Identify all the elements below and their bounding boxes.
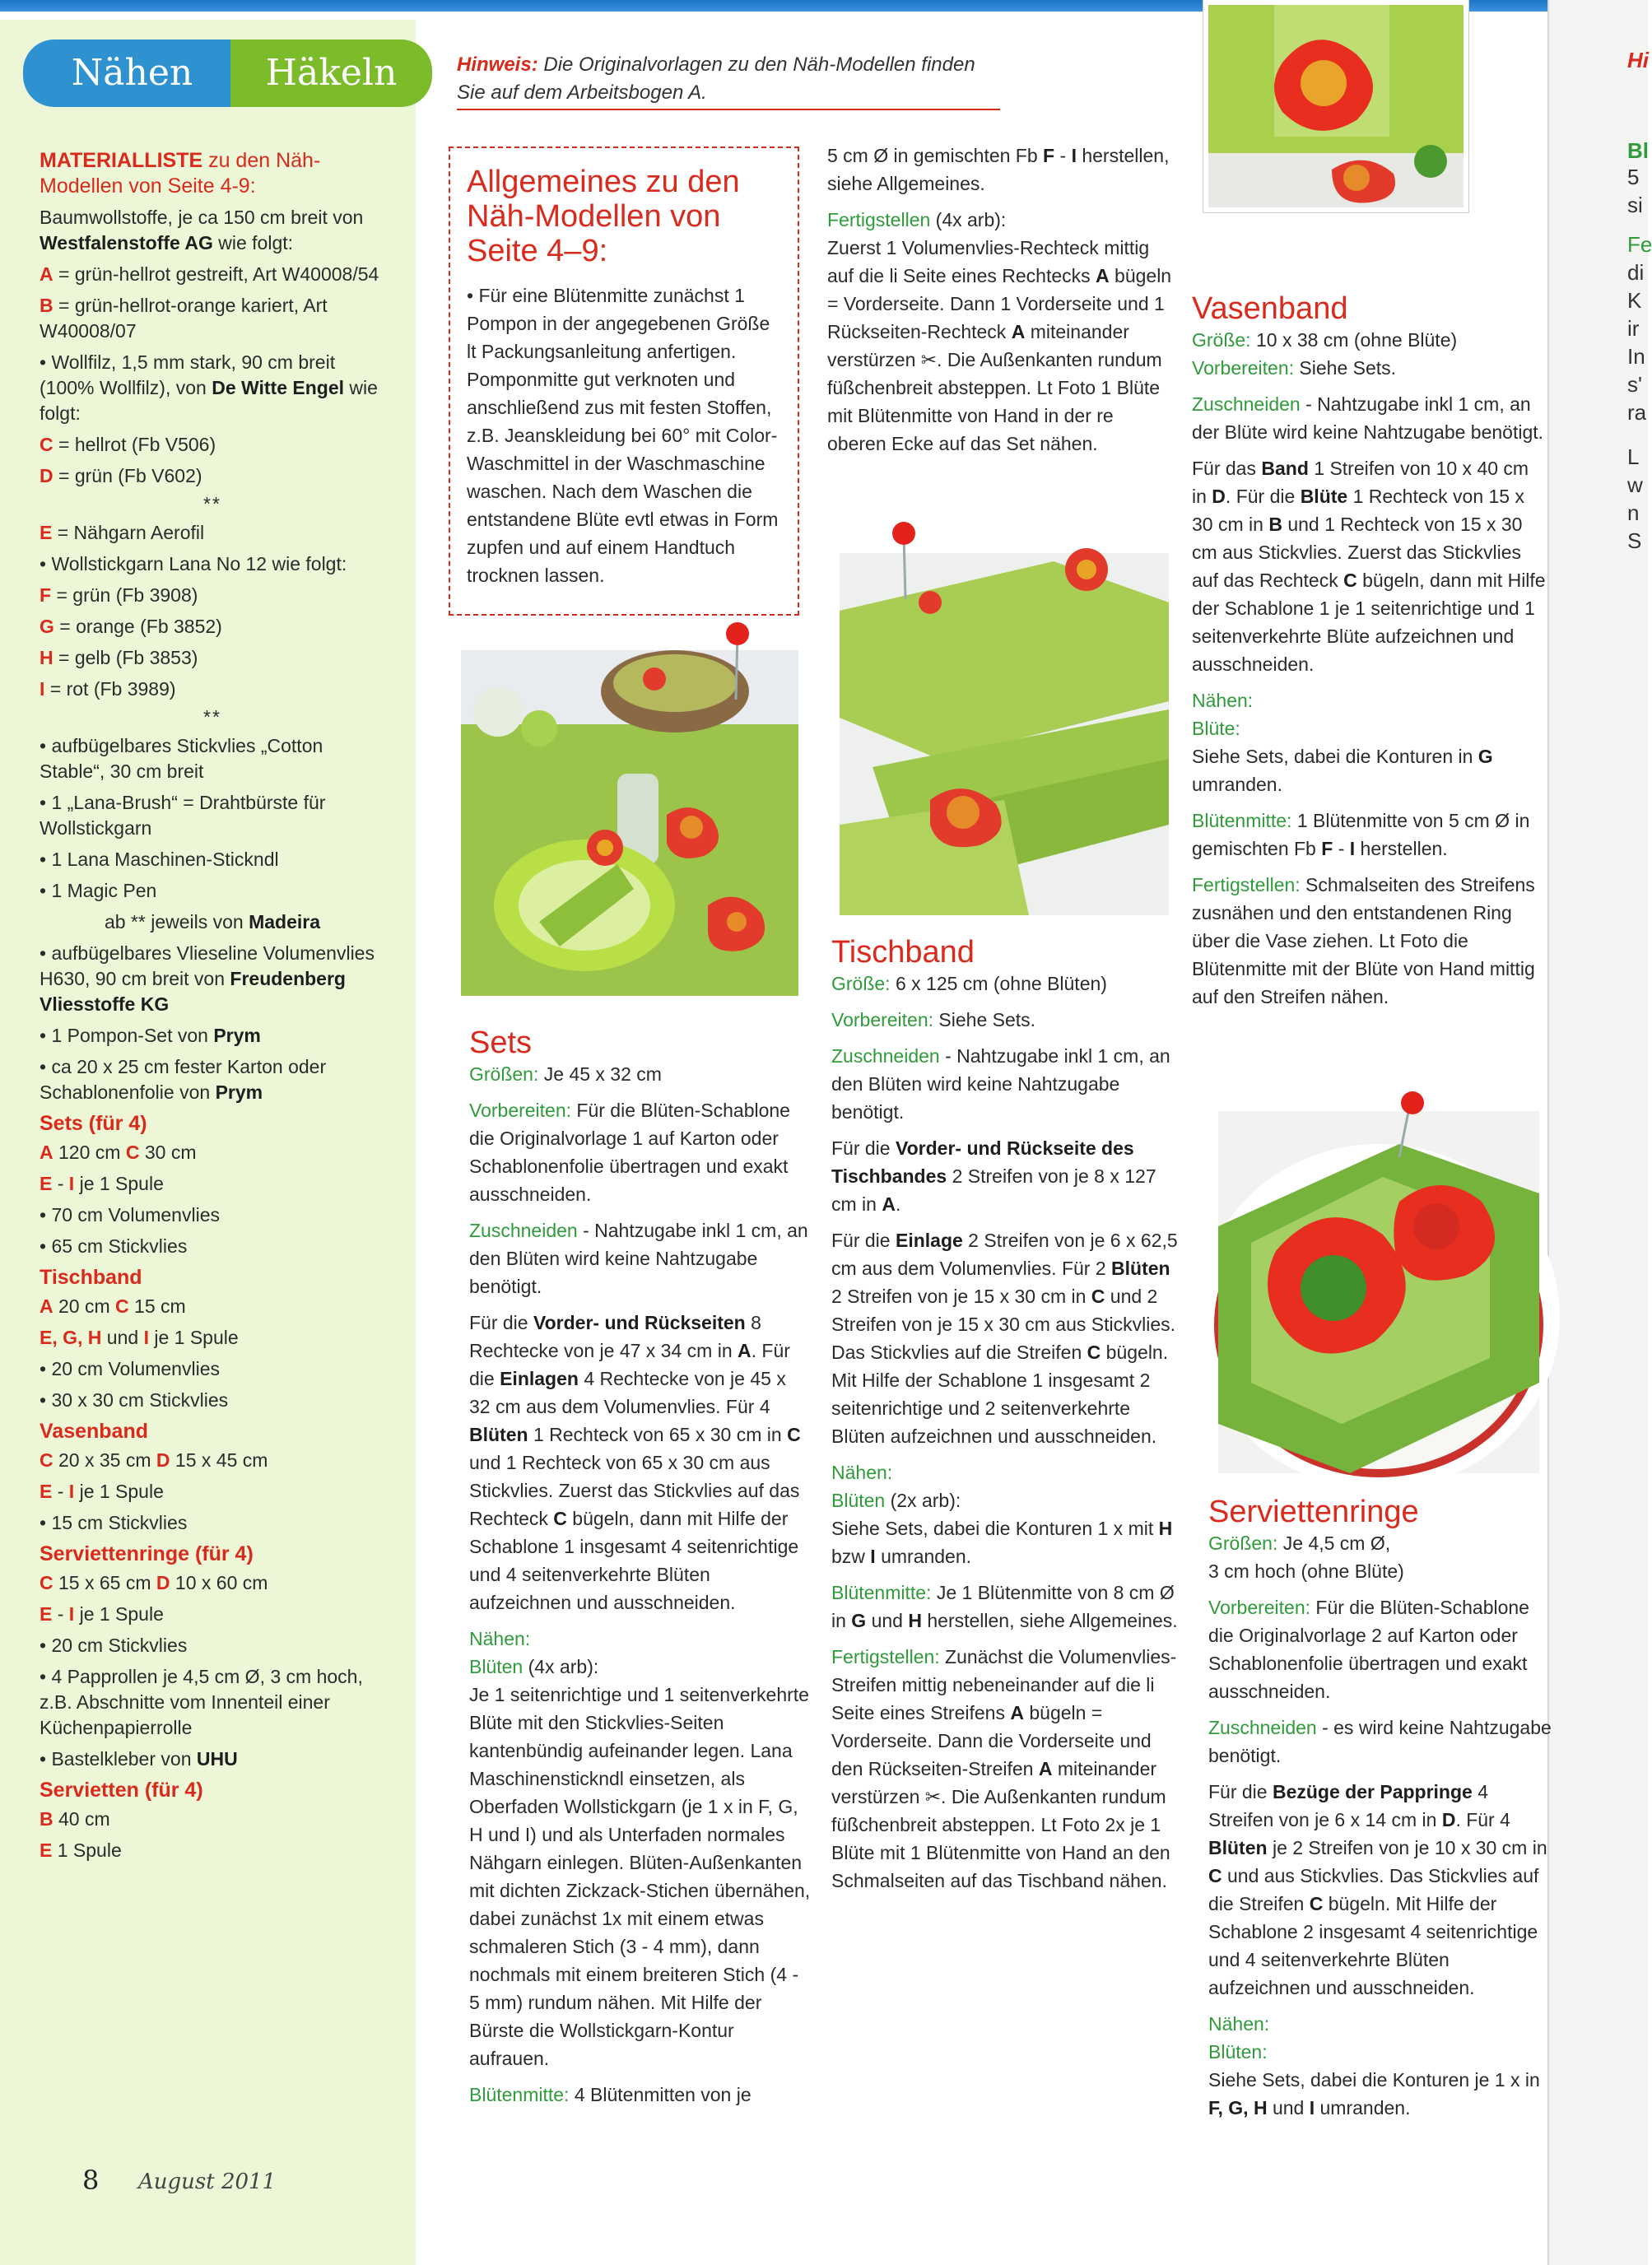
section-title: Sets bbox=[469, 1026, 533, 1060]
material-item: E - I je 1 Spule bbox=[40, 1173, 164, 1194]
material-group-heading: Servietten (für 4) bbox=[40, 1779, 203, 1802]
adjacent-page-fragment: ir bbox=[1627, 316, 1640, 341]
sets-flowers-text: Je 1 seitenrichtige und 1 seitenverkehrte Blüte mit den Stickvlies-Seiten kantenbündig aufeinander legen. Lana Maschinenstickndl einsetzen, als Oberfaden Wollstickgarn (je 1 x in F, G, H und I) und als Unterfaden normales Nähgarn einlegen. Blüten-Außenkanten mit dichten Zickzack-Stichen übernähen, dabei zunächst 1x mit einem etwas schmaleren Stich (3 - 4 mm), dann nochmals mit einem breiteren Stich (4 - 5 mm) rundum nähen. Mit Hilfe der Bürste die Wollstickgarn-Kontur aufrauen. bbox=[469, 1684, 811, 2069]
material-item: F = grün (Fb 3908) bbox=[40, 584, 198, 606]
material-item: • 1 Magic Pen bbox=[40, 880, 157, 901]
material-item: A = grün-hellrot gestreift, Art W40008/54 bbox=[40, 263, 379, 285]
material-item: B 40 cm bbox=[40, 1808, 110, 1830]
tischband-sewing-label: Nähen: bbox=[831, 1462, 893, 1483]
tischband-cutting-detail: Für die Vorder- und Rückseite des Tischbandes 2 Streifen von je 8 x 127 cm in A. bbox=[831, 1137, 1156, 1215]
section-sets bbox=[469, 1026, 811, 2117]
pin-icon bbox=[1391, 1085, 1440, 1159]
serviettenringe-sewing-label: Nähen: bbox=[1208, 2013, 1270, 2035]
issue-date: August 2011 bbox=[138, 2170, 277, 2194]
material-item: C 20 x 35 cm D 15 x 45 cm bbox=[40, 1449, 268, 1471]
material-item: A 20 cm C 15 cm bbox=[40, 1295, 186, 1317]
hint-label: Hinweis: bbox=[457, 53, 538, 76]
material-item: • Wollstickgarn Lana No 12 wie folgt: bbox=[40, 553, 347, 574]
material-item: • ca 20 x 25 cm fester Karton oder Schablonenfolie von Prym bbox=[40, 1056, 327, 1103]
sets-finish-label: Fertigstellen (4x arb): bbox=[827, 209, 1007, 230]
material-item: E = Nähgarn Aerofil bbox=[40, 522, 205, 543]
general-info-box bbox=[449, 147, 799, 616]
serviettenringe-cutting: Zuschneiden - es wird keine Nahtzugabe benötigt. bbox=[1208, 1717, 1552, 1766]
adjacent-page-fragment: Hi bbox=[1627, 48, 1649, 72]
vasenband-center: Blütenmitte: 1 Blütenmitte von 5 cm Ø in gemischten Fb F - I herstellen. bbox=[1192, 810, 1530, 859]
material-item: A 120 cm C 30 cm bbox=[40, 1142, 197, 1163]
stars-marker: ** bbox=[203, 706, 221, 728]
material-item: G = orange (Fb 3852) bbox=[40, 616, 222, 637]
sets-center: Blütenmitte: 4 Blütenmitten von je bbox=[469, 2084, 752, 2105]
tischband-flowers-label: Blüten (2x arb): bbox=[831, 1490, 961, 1511]
material-item: • Wollfilz, 1,5 mm stark, 90 cm breit (100% Wollfilz), von De Witte Engel wie folgt: bbox=[40, 351, 378, 424]
material-item: E - I je 1 Spule bbox=[40, 1481, 164, 1502]
tischband-size: Größe: 6 x 125 cm (ohne Blüten) bbox=[831, 973, 1107, 994]
section-title: Vasenband bbox=[1192, 291, 1348, 326]
material-item: E - I je 1 Spule bbox=[40, 1603, 164, 1625]
material-item: • aufbügelbares Stickvlies „Cotton Stable“, 30 cm breit bbox=[40, 735, 323, 782]
sets-center-continued: 5 cm Ø in gemischten Fb F - I herstellen, siehe Allgemeines. bbox=[827, 145, 1170, 194]
sets-cutting: Zuschneiden - Nahtzugabe inkl 1 cm, an den Blüten wird keine Nahtzugabe benötigt. bbox=[469, 1220, 808, 1297]
photo-vase-band bbox=[1203, 0, 1468, 212]
sets-cutting-detail: Für die Vorder- und Rückseiten 8 Rechtecke von je 47 x 34 cm in A. Für die Einlagen 4 Rechtecke von je 45 x 32 cm aus dem Volumenvlies. Für 4 Blüten 1 Rechteck von 65 x 30 cm in C und 1 Rechteck von 65 x 30 cm aus Stickvlies. Zuerst das Stickvlies auf das Rechteck C bügeln, dann mit Hilfe der Schablone 1 insgesamt 4 seitenrichtige und 4 seitenverkehrte Blüten aufzeichnen und ausschneiden. bbox=[469, 1312, 801, 1613]
hint-text: Die Originalvorlagen zu den Näh-Modellen finden Sie auf dem Arbeitsbogen A. bbox=[457, 53, 975, 104]
adjacent-page-fragment: ra bbox=[1627, 400, 1647, 425]
tischband-finish: Fertigstellen: Zunächst die Volumenvlies-Streifen mittig nebeneinander auf die li Seite eines Streifens A bügeln = Vorderseite. Dann die Vorderseite und den Rückseiten-Streifen A miteinander verstürzen ✂. Die Außenkanten rundum füßchenbreit absteppen. Lt Foto 2x je 1 Blüte mit 1 Blütenmitte von Hand an den Schmalseiten auf das Tischband nähen. bbox=[831, 1646, 1177, 1891]
material-item: • 1 Lana Maschinen-Stickndl bbox=[40, 849, 279, 870]
adjacent-page-fragment: In bbox=[1627, 344, 1645, 369]
serviettenringe-flowers-text: Siehe Sets, dabei die Konturen je 1 x in F, G, H und I umranden. bbox=[1208, 2069, 1540, 2118]
material-item: • 20 cm Volumenvlies bbox=[40, 1358, 220, 1379]
material-item: • 1 Pompon-Set von Prym bbox=[40, 1025, 261, 1046]
photo-table-runner bbox=[840, 553, 1169, 915]
section-vasenband bbox=[1192, 291, 1546, 1019]
section-title: Serviettenringe bbox=[1208, 1495, 1419, 1529]
serviettenringe-sizes-b: 3 cm hoch (ohne Blüte) bbox=[1208, 1560, 1404, 1582]
serviettenringe-sizes: Größen: Je 4,5 cm Ø, bbox=[1208, 1532, 1391, 1554]
tischband-cutting-detail: Für die Einlage 2 Streifen von je 6 x 62,5 cm aus dem Volumenvlies. Für 2 Blüten 2 Streifen von je 15 x 30 cm in C und 2 Streifen von je 15 x 30 cm aus Stickvlies. Das Stickvlies auf die Streifen C bügeln. Mit Hilfe der Schablone 1 insgesamt 2 seitenrichtige und 2 seitenverkehrte Blüten aufzeichnen und ausschneiden. bbox=[831, 1230, 1178, 1447]
serviettenringe-prepare: Vorbereiten: Für die Blüten-Schablone die Originalvorlage 2 auf Karton oder Schablonenfolie übertragen und exakt ausschneiden. bbox=[1208, 1597, 1529, 1702]
material-item: H = gelb (Fb 3853) bbox=[40, 647, 198, 668]
adjacent-page-fragment: K bbox=[1627, 288, 1642, 313]
general-info-title: Allgemeines zu den Näh-Modellen von Seite 4–9: bbox=[467, 165, 740, 268]
adjacent-page-fragment: L bbox=[1627, 444, 1640, 469]
photo-napkin-rings bbox=[1218, 1111, 1539, 1473]
vasenband-flower-text: Siehe Sets, dabei die Konturen in G umranden. bbox=[1192, 746, 1493, 795]
material-item: C = hellrot (Fb V506) bbox=[40, 434, 216, 455]
page-number: 8 bbox=[82, 2165, 100, 2196]
serviettenringe-flowers-label: Blüten: bbox=[1208, 2041, 1268, 2063]
material-item: I = rot (Fb 3989) bbox=[40, 678, 176, 700]
material-item: B = grün-hellrot-orange kariert, Art W40008/07 bbox=[40, 295, 328, 342]
tab-haekeln: Häkeln bbox=[230, 40, 432, 107]
adjacent-page-fragment: 5 bbox=[1627, 165, 1640, 189]
hint-note bbox=[457, 51, 1000, 110]
material-item: E 1 Spule bbox=[40, 1839, 122, 1861]
stars-marker: ** bbox=[203, 493, 221, 514]
adjacent-page-fragment: s' bbox=[1627, 372, 1642, 397]
pin-icon bbox=[887, 519, 920, 601]
material-item: • 15 cm Stickvlies bbox=[40, 1512, 188, 1533]
material-item: • 65 cm Stickvlies bbox=[40, 1235, 188, 1257]
tischband-center: Blütenmitte: Je 1 Blütenmitte von 8 cm Ø in G und H herstellen, siehe Allgemeines. bbox=[831, 1582, 1178, 1631]
material-group-heading: Tischband bbox=[40, 1266, 142, 1289]
adjacent-page-fragment: di bbox=[1627, 260, 1645, 285]
material-list bbox=[40, 148, 385, 1869]
material-group-heading: Sets (für 4) bbox=[40, 1112, 147, 1135]
tischband-flowers-text: Siehe Sets, dabei die Konturen 1 x mit H bzw I umranden. bbox=[831, 1518, 1173, 1567]
adjacent-page-fragment: si bbox=[1627, 193, 1643, 217]
vasenband-cutting-detail: Für das Band 1 Streifen von 10 x 40 cm in D. Für die Blüte 1 Rechteck von 15 x 30 cm in B und 1 Rechteck von 15 x 30 cm aus Stickvlies. Zuerst das Stickvlies auf das Rechteck C bügeln, dann mit Hilfe der Schablone 1 je 1 seitenrichtige und 1 seitenverkehrte Blüte aufzeichnen und ausschneiden. bbox=[1192, 458, 1546, 675]
section-sets-continued bbox=[827, 142, 1173, 466]
material-group-heading: Serviettenringe (für 4) bbox=[40, 1542, 254, 1565]
tischband-cutting: Zuschneiden - Nahtzugabe inkl 1 cm, an den Blüten wird keine Nahtzugabe benötigt. bbox=[831, 1045, 1170, 1123]
sets-sizes: Größen: Je 45 x 32 cm bbox=[469, 1063, 662, 1085]
pin-icon bbox=[721, 619, 754, 701]
adjacent-page-fragment: Bl bbox=[1627, 138, 1649, 163]
material-item: • aufbügelbares Vlieseline Volumenvlies H630, 90 cm breit von Freudenberg Vliesstoffe KG bbox=[40, 942, 375, 1015]
section-serviettenringe bbox=[1208, 1495, 1554, 2130]
tischband-prepare: Vorbereiten: Siehe Sets. bbox=[831, 1009, 1036, 1030]
material-item: ab ** jeweils von Madeira bbox=[104, 911, 321, 933]
general-info-text: • Für eine Blütenmitte zunächst 1 Pompon in der angegebenen Größe lt Packungsanleitung anfertigen. Pomponmitte gut verknoten und anschließend zus mit festen Stoffen, z.B. Jeanskleidung bei 60° mit Color-Waschmittel in der Waschmaschine waschen. Nach dem Waschen die entstandene Blüte evtl etwas in Form zupfen und auf einem Handtuch trocknen lassen. bbox=[467, 285, 779, 586]
vasenband-cutting: Zuschneiden - Nahtzugabe inkl 1 cm, an der Blüte wird keine Nahtzugabe benötigt. bbox=[1192, 393, 1544, 443]
material-item: • 20 cm Stickvlies bbox=[40, 1635, 188, 1656]
material-item: • 1 „Lana-Brush“ = Drahtbürste für Wollstickgarn bbox=[40, 792, 326, 839]
sets-prepare: Vorbereiten: Für die Blüten-Schablone die Originalvorlage 1 auf Karton oder Schablonenfolie übertragen und exakt ausschneiden. bbox=[469, 1100, 790, 1205]
material-item: • 30 x 30 cm Stickvlies bbox=[40, 1389, 229, 1411]
vasenband-size: Größe: 10 x 38 cm (ohne Blüte) bbox=[1192, 329, 1458, 351]
material-item: • 4 Papprollen je 4,5 cm Ø, 3 cm hoch, z.B. Abschnitte vom Innenteil einer Küchenpapierrolle bbox=[40, 1666, 363, 1738]
adjacent-page-fragment: n bbox=[1627, 500, 1640, 525]
vasenband-finish: Fertigstellen: Schmalseiten des Streifens zusnähen und den entstandenen Ring über die Vase ziehen. Lt Foto die Blütenmitte mit der Blüte von Hand mittig auf den Streifen nähen. bbox=[1192, 874, 1535, 1007]
vasenband-sewing-label: Nähen: bbox=[1192, 690, 1254, 711]
section-title: Tischband bbox=[831, 935, 975, 970]
material-item: C 15 x 65 cm D 10 x 60 cm bbox=[40, 1572, 268, 1593]
adjacent-page-fragment: Fe bbox=[1627, 232, 1652, 257]
vasenband-prepare: Vorbereiten: Siehe Sets. bbox=[1192, 357, 1397, 379]
material-group-heading: Vasenband bbox=[40, 1420, 148, 1443]
material-item: E, G, H und I je 1 Spule bbox=[40, 1327, 239, 1348]
material-intro: Baumwollstoffe, je ca 150 cm breit von Westfalenstoffe AG wie folgt: bbox=[40, 207, 364, 253]
serviettenringe-cutting-detail: Für die Bezüge der Pappringe 4 Streifen von je 6 x 14 cm in D. Für 4 Blüten je 2 Streifen von je 10 x 30 cm in C und aus Stickvlies. Das Stickvlies auf die Streifen C bügeln. Mit Hilfe der Schablone 2 insgesamt 4 seitenrichtige und 4 seitenverkehrte Blüten aufzeichnen und ausschneiden. bbox=[1208, 1781, 1547, 1998]
sets-sewing-label: Nähen: bbox=[469, 1628, 531, 1649]
adjacent-page-fragment: S bbox=[1627, 528, 1642, 553]
tab-naehen: Nähen bbox=[23, 40, 241, 107]
sets-flowers-label: Blüten (4x arb): bbox=[469, 1656, 599, 1677]
adjacent-page-edge bbox=[1547, 0, 1652, 2265]
material-item: • 70 cm Volumenvlies bbox=[40, 1204, 220, 1226]
sets-finish-text: Zuerst 1 Volumenvlies-Rechteck mittig auf die li Seite eines Rechtecks A bügeln = Vorderseite. Dann 1 Vorderseite und 1 Rückseiten-Rechteck A miteinander verstürzen ✂. Die Außenkanten rundum füßchenbreit absteppen. Lt Foto 1 Blüte mit Blütenmitte von Hand in der re oberen Ecke auf das Set nähen. bbox=[827, 237, 1172, 454]
vasenband-flower-label: Blüte: bbox=[1192, 718, 1240, 739]
material-item: • Bastelkleber von UHU bbox=[40, 1748, 238, 1770]
material-list-title: MATERIALLISTE zu den Näh-Modellen von Seite 4-9: bbox=[40, 149, 321, 198]
material-item: D = grün (Fb V602) bbox=[40, 465, 202, 486]
section-tischband bbox=[831, 935, 1185, 1903]
adjacent-page-fragment: w bbox=[1627, 472, 1643, 497]
photo-table-setting bbox=[461, 650, 798, 996]
